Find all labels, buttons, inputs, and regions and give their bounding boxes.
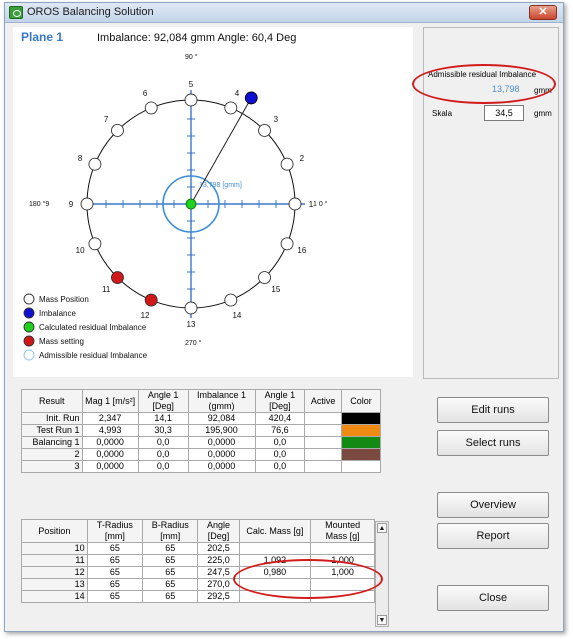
results-header-angle: Angle 1 [Deg]	[138, 390, 188, 413]
window-title: OROS Balancing Solution	[27, 6, 154, 18]
positions-cell-t: 65	[87, 579, 142, 591]
positions-cell-mounted[interactable]: 1,000	[311, 555, 375, 567]
positions-cell-position: 11	[22, 555, 88, 567]
results-header-imbalance: Imbalance 1 (gmm)	[188, 390, 255, 413]
mass-position-marker	[225, 102, 237, 114]
mass-position-marker	[89, 238, 101, 250]
admissible-value: 13,798	[492, 84, 520, 94]
mass-position-marker	[145, 294, 157, 306]
positions-cell-angle: 225,0	[198, 555, 239, 567]
mass-position-marker	[281, 158, 293, 170]
position-number-label: 2	[299, 154, 305, 164]
positions-cell-b: 65	[143, 555, 198, 567]
legend-marker	[24, 322, 34, 332]
results-cell-imbalance: 195,900	[188, 425, 255, 437]
residual-marker	[186, 199, 196, 209]
positions-header-b-radius: B-Radius [mm]	[143, 520, 198, 543]
scale-input[interactable]: 34,5	[484, 105, 524, 121]
positions-cell-position: 13	[22, 579, 88, 591]
mass-position-marker	[111, 272, 123, 284]
position-number-label: 7	[103, 115, 109, 125]
mass-position-marker	[259, 272, 271, 284]
angle-label-bottom: 270 °	[185, 340, 202, 347]
results-cell-imbalance: 0,0000	[188, 449, 255, 461]
results-cell-label: Test Run 1	[22, 425, 83, 437]
results-row[interactable]	[22, 437, 381, 449]
mass-position-marker	[89, 158, 101, 170]
scroll-up-icon[interactable]: ▲	[378, 525, 386, 532]
position-number-label: 1	[308, 200, 314, 209]
select-runs-button[interactable]: Select runs	[437, 430, 549, 456]
positions-cell-calc[interactable]: 1,092	[239, 555, 311, 567]
angle-label-top: 90 °	[185, 54, 198, 61]
mass-position-marker	[259, 124, 271, 136]
results-cell-angle2: 76,6	[255, 425, 305, 437]
scroll-down-icon[interactable]: ▼	[378, 617, 386, 624]
plot-header: Imbalance: 92,084 gmm Angle: 60,4 Deg	[97, 32, 297, 44]
angle-label-right: 1 0 °	[313, 201, 328, 208]
positions-header-mounted-mass: Mounted Mass [g]	[311, 520, 375, 543]
balancing-window	[4, 2, 564, 632]
results-header-color: Color	[342, 390, 381, 413]
results-cell-active	[305, 437, 342, 449]
positions-cell-mounted[interactable]: 1,000	[311, 567, 375, 579]
positions-cell-mounted[interactable]	[311, 543, 375, 555]
results-cell-active	[305, 425, 342, 437]
positions-cell-calc[interactable]: 0,980	[239, 567, 311, 579]
overview-button[interactable]: Overview	[437, 492, 549, 518]
results-cell-angle: 0,0	[138, 437, 188, 449]
position-number-label: 13	[186, 320, 196, 329]
results-header-result: Result	[22, 390, 83, 413]
results-header-mag: Mag 1 [m/s²]	[82, 390, 138, 413]
position-number-label: 11	[101, 284, 111, 294]
positions-cell-position: 14	[22, 591, 88, 603]
results-cell-active	[305, 461, 342, 473]
results-cell-angle2: 0,0	[255, 437, 305, 449]
scale-label: Skala	[432, 109, 453, 118]
position-number-label: 8	[77, 154, 83, 164]
title-bar	[5, 3, 563, 23]
positions-cell-angle: 247,5	[198, 567, 239, 579]
window-close-button[interactable]: ✕	[529, 5, 557, 20]
results-cell-mag: 4,993	[82, 425, 138, 437]
results-cell-imbalance: 0,0000	[188, 461, 255, 473]
mass-position-marker	[185, 302, 197, 314]
results-color-swatch[interactable]	[342, 461, 381, 473]
positions-cell-t: 65	[87, 591, 142, 603]
positions-cell-t: 65	[87, 555, 142, 567]
results-cell-angle: 14,1	[138, 413, 188, 425]
position-number-label: 16	[297, 245, 307, 255]
results-color-swatch[interactable]	[342, 413, 381, 425]
mass-position-marker	[185, 94, 197, 106]
plane-label: Plane 1	[21, 30, 64, 44]
results-cell-mag: 0,0000	[82, 437, 138, 449]
results-cell-label: Balancing 1	[22, 437, 83, 449]
admissible-unit: gmm	[534, 86, 552, 95]
positions-cell-b: 65	[143, 567, 198, 579]
results-cell-imbalance: 92,084	[188, 413, 255, 425]
positions-cell-calc[interactable]	[239, 543, 311, 555]
results-cell-label: Init. Run	[22, 413, 83, 425]
mass-position-marker	[145, 102, 157, 114]
app-icon	[9, 6, 23, 19]
positions-cell-angle: 270,0	[198, 579, 239, 591]
positions-cell-b: 65	[143, 579, 198, 591]
mass-position-marker	[289, 198, 301, 210]
position-number-label: 14	[232, 310, 242, 320]
legend-marker	[24, 294, 34, 304]
angle-label-left: 180 °9	[29, 201, 50, 208]
results-cell-angle: 30,3	[138, 425, 188, 437]
results-color-swatch[interactable]	[342, 437, 381, 449]
positions-cell-b: 65	[143, 591, 198, 603]
positions-header-position: Position	[22, 520, 88, 543]
results-header-angle2: Angle 1 [Deg]	[255, 390, 305, 413]
results-row[interactable]	[22, 461, 381, 473]
results-cell-angle2: 0,0	[255, 461, 305, 473]
positions-cell-angle: 292,5	[198, 591, 239, 603]
legend-label: Mass Position	[39, 295, 89, 304]
results-cell-label: 2	[22, 449, 83, 461]
results-cell-active	[305, 413, 342, 425]
results-cell-mag: 0,0000	[82, 461, 138, 473]
results-cell-imbalance: 0,0000	[188, 437, 255, 449]
edit-runs-button[interactable]: Edit runs	[437, 397, 549, 423]
position-number-label: 5	[188, 80, 194, 89]
highlight-ring-masses	[233, 559, 383, 599]
mass-position-marker	[111, 124, 123, 136]
position-number-label: 12	[140, 310, 150, 320]
legend-label: Imbalance	[39, 309, 76, 318]
mass-position-marker	[281, 238, 293, 250]
admissible-radius-label: 13,798 [gmm]	[199, 182, 242, 189]
results-row[interactable]	[22, 413, 381, 425]
position-number-label: 15	[271, 284, 281, 294]
polar-plot	[13, 27, 413, 377]
results-row[interactable]	[22, 449, 381, 461]
legend-label: Calculated residual Imbalance	[39, 323, 147, 332]
positions-cell-t: 65	[87, 567, 142, 579]
position-number-label: 4	[234, 89, 240, 99]
positions-row[interactable]	[22, 543, 375, 555]
results-color-swatch[interactable]	[342, 449, 381, 461]
results-row[interactable]	[22, 425, 381, 437]
legend-label: Mass setting	[39, 337, 84, 346]
highlight-ring-admissible	[412, 64, 556, 104]
settings-panel	[423, 27, 559, 379]
results-cell-mag: 0,0000	[82, 449, 138, 461]
positions-cell-position: 12	[22, 567, 88, 579]
legend-marker	[24, 308, 34, 318]
legend-label: Admissible residual Imbalance	[39, 351, 148, 360]
results-table	[21, 389, 381, 473]
legend-marker	[24, 336, 34, 346]
position-number-label: 9	[68, 200, 74, 209]
results-cell-angle2: 420,4	[255, 413, 305, 425]
position-number-label: 10	[75, 245, 85, 255]
results-header-active: Active	[305, 390, 342, 413]
results-cell-angle: 0,0	[138, 449, 188, 461]
positions-cell-position: 10	[22, 543, 88, 555]
positions-cell-b: 65	[143, 543, 198, 555]
close-button[interactable]: Close	[437, 585, 549, 611]
positions-header-t-radius: T-Radius [mm]	[87, 520, 142, 543]
results-cell-active	[305, 449, 342, 461]
admissible-title: Admissible residual Imbalance	[428, 70, 537, 79]
results-cell-angle: 0,0	[138, 461, 188, 473]
results-color-swatch[interactable]	[342, 425, 381, 437]
positions-header-angle: Angle [Deg]	[198, 520, 239, 543]
scale-unit: gmm	[534, 109, 552, 118]
positions-cell-angle: 202,5	[198, 543, 239, 555]
positions-cell-t: 65	[87, 543, 142, 555]
legend-marker	[24, 350, 34, 360]
position-number-label: 3	[273, 115, 279, 125]
imbalance-marker	[245, 92, 257, 104]
results-cell-mag: 2,347	[82, 413, 138, 425]
polar-plot-panel	[13, 27, 413, 377]
mass-position-marker	[81, 198, 93, 210]
mass-position-marker	[225, 294, 237, 306]
positions-header-calc-mass: Calc. Mass [g]	[239, 520, 311, 543]
results-cell-label: 3	[22, 461, 83, 473]
results-cell-angle2: 0,0	[255, 449, 305, 461]
report-button[interactable]: Report	[437, 523, 549, 549]
position-number-label: 6	[142, 89, 148, 99]
